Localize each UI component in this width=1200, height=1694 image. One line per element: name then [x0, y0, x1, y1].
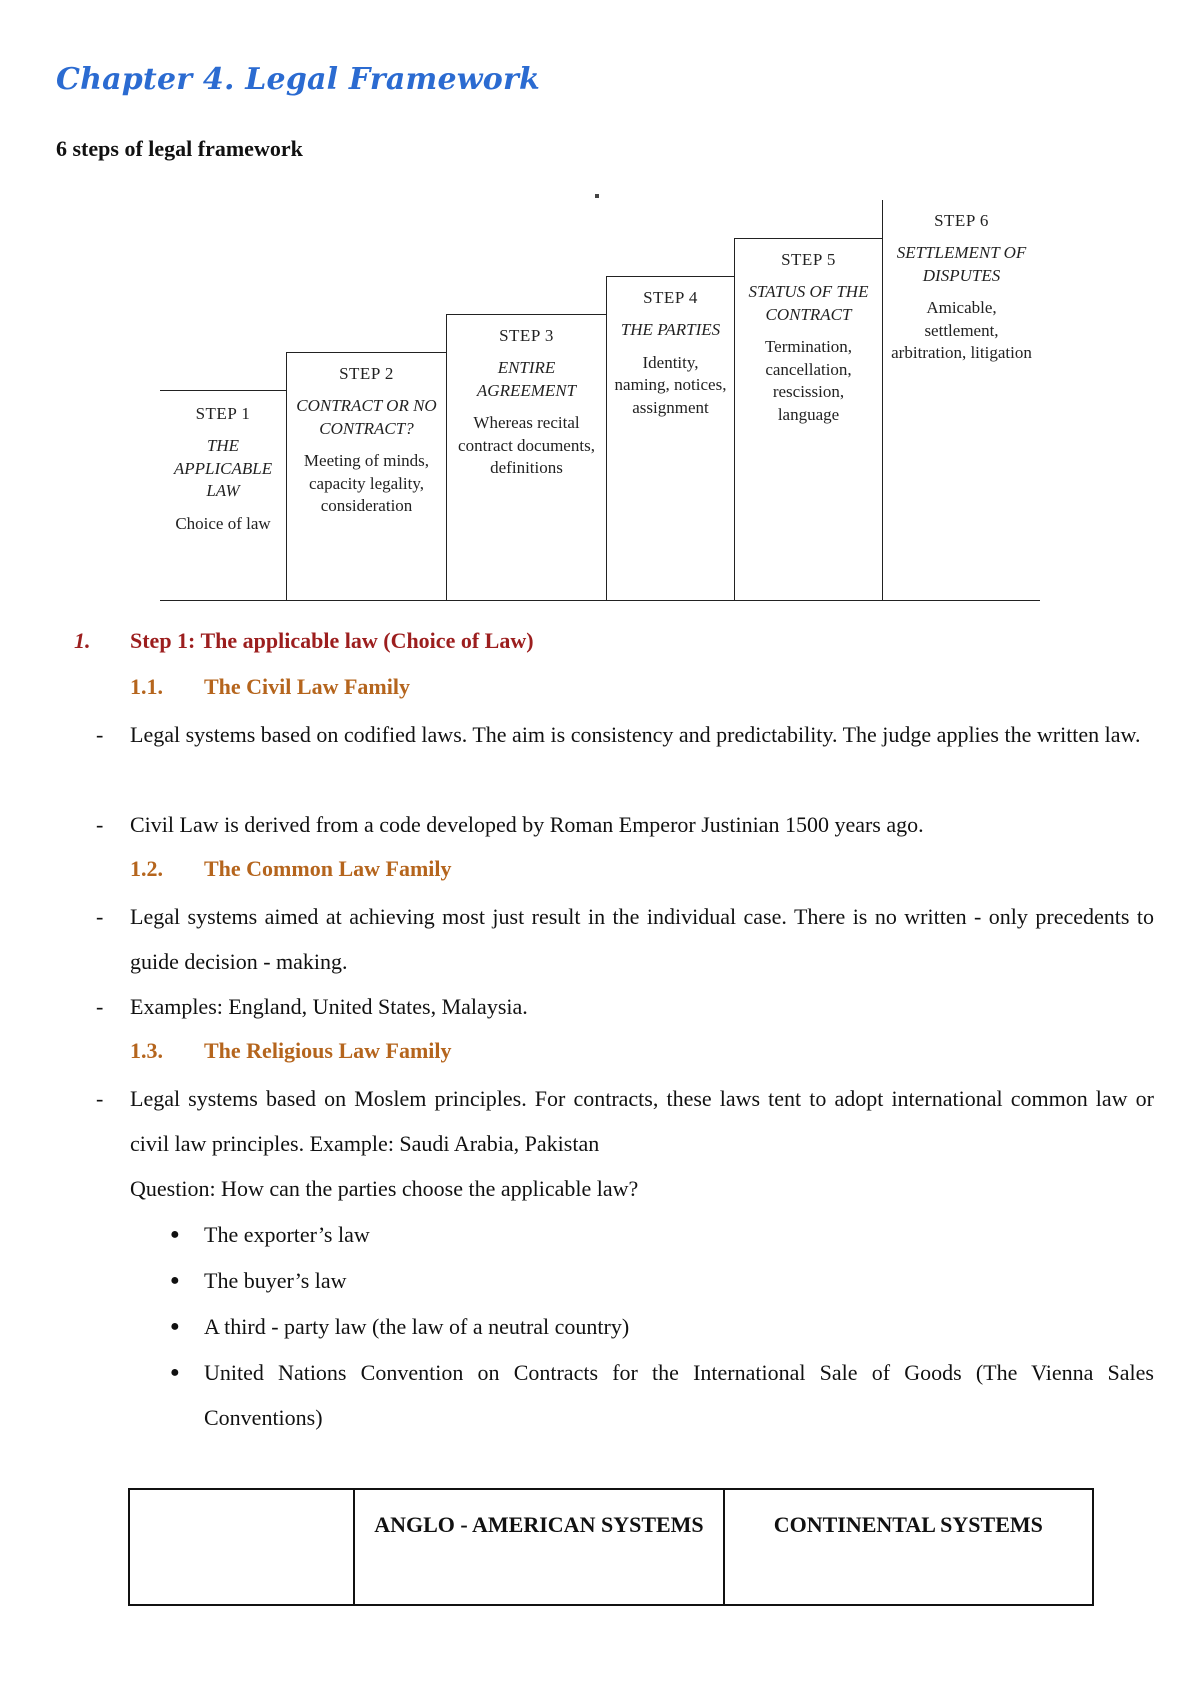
- option-exporter-law: The exporter’s law: [204, 1222, 370, 1247]
- step-6: [882, 200, 1040, 600]
- step-1-title: THE APPLICABLE LAW: [173, 436, 273, 501]
- step-2-desc: Meeting of minds, capacity legality, consideration: [303, 451, 430, 516]
- bullet-icon: ●: [170, 1318, 180, 1335]
- list-item: [170, 1350, 1154, 1440]
- subsection-1-1-number: 1.1.: [130, 674, 163, 699]
- staircase-baseline: [160, 600, 1040, 601]
- subsection-1-3-number: 1.3.: [130, 1038, 163, 1063]
- table-header-anglo-american: ANGLO - AMERICAN SYSTEMS: [354, 1489, 723, 1605]
- step-1: [160, 390, 286, 600]
- list-item: [170, 1258, 1154, 1303]
- list-item: - Legal systems based on Moslem principles. For contracts, these laws tent to adopt international common law or civil law principles. Example: Saudi Arabia, Pakistan: [96, 1086, 1154, 1156]
- step-4-label: STEP 4: [643, 288, 698, 307]
- staircase-diagram: [160, 190, 1060, 610]
- bullet-icon: ●: [170, 1364, 180, 1381]
- step-3: [446, 314, 606, 600]
- step-5-label: STEP 5: [781, 250, 836, 269]
- step-6-label: STEP 6: [934, 211, 989, 230]
- step-5: [734, 238, 882, 600]
- subsection-1-2-title: The Common Law Family: [204, 856, 452, 881]
- step-1-label: STEP 1: [195, 404, 251, 423]
- subsection-1-1-heading: [130, 674, 410, 700]
- step-2: [286, 352, 446, 600]
- step-3-title: ENTIRE AGREEMENT: [476, 358, 577, 400]
- step-3-desc: Whereas recital contract documents, definitions: [458, 413, 595, 478]
- table-header-continental: CONTINENTAL SYSTEMS: [724, 1489, 1093, 1605]
- subsection-1-2-heading: [130, 856, 452, 882]
- step-2-title: CONTRACT OR NO CONTRACT?: [296, 396, 437, 438]
- step-6-desc: Amicable, settlement, arbitration, litigation: [891, 298, 1032, 363]
- chapter-title: Chapter 4. Legal Framework: [56, 62, 540, 97]
- stray-dot: [595, 194, 599, 198]
- section-1-title: Step 1: The applicable law (Choice of Law): [130, 628, 534, 653]
- list-item: - Legal systems based on codified laws. The aim is consistency and predictability. The judge applies the written law.: [96, 722, 1141, 747]
- list-item: - Civil Law is derived from a code developed by Roman Emperor Justinian 1500 years ago.: [96, 812, 924, 837]
- table-cell-empty: [129, 1489, 354, 1605]
- section-1-number: 1.: [74, 628, 91, 653]
- subsection-1-3-heading: [130, 1038, 452, 1064]
- subsection-1-3-title: The Religious Law Family: [204, 1038, 452, 1063]
- steps-heading: 6 steps of legal framework: [56, 136, 303, 161]
- bullet-icon: ●: [170, 1226, 180, 1243]
- comparison-table: [128, 1488, 1094, 1606]
- subsection-1-1-title: The Civil Law Family: [204, 674, 410, 699]
- list-item: [170, 1304, 1154, 1349]
- step-1-desc: Choice of law: [175, 513, 271, 533]
- religious-law-point-1: Legal systems based on Moslem principles. For contracts, these laws tent to adopt international common law or civil law principles. Example: Saudi Arabia, Pakistan: [130, 1086, 1154, 1156]
- step-5-title: STATUS OF THE CONTRACT: [748, 282, 869, 324]
- step-4: [606, 276, 734, 600]
- common-law-point-2: Examples: England, United States, Malaysia.: [130, 994, 528, 1019]
- common-law-point-1: Legal systems aimed at achieving most just result in the individual case. There is no written - only precedents to guide decision - making.: [130, 904, 1154, 974]
- section-1-heading: [74, 628, 534, 654]
- bullet-icon: ●: [170, 1272, 180, 1289]
- civil-law-point-2: Civil Law is derived from a code developed by Roman Emperor Justinian 1500 years ago.: [130, 812, 924, 837]
- step-4-desc: Identity, naming, notices, assignment: [614, 352, 727, 417]
- list-item: [170, 1212, 1154, 1257]
- option-buyer-law: The buyer’s law: [204, 1268, 347, 1293]
- list-item: - Examples: England, United States, Malaysia.: [96, 994, 528, 1019]
- question-text: Question: How can the parties choose the applicable law?: [130, 1176, 639, 1201]
- step-2-label: STEP 2: [339, 364, 394, 383]
- step-5-desc: Termination, cancellation, rescission, language: [764, 337, 853, 424]
- civil-law-point-1: Legal systems based on codified laws. The aim is consistency and predictability. The judge applies the written law.: [130, 722, 1141, 747]
- step-3-label: STEP 3: [499, 326, 554, 345]
- step-6-title: SETTLEMENT OF DISPUTES: [896, 243, 1027, 285]
- step-4-title: THE PARTIES: [620, 320, 721, 340]
- option-third-party-law: A third - party law (the law of a neutral country): [204, 1314, 630, 1339]
- subsection-1-2-number: 1.2.: [130, 856, 163, 881]
- option-vienna-convention: United Nations Convention on Contracts for the International Sale of Goods (The Vienna Sales Conventions): [204, 1360, 1154, 1430]
- table-row: [129, 1489, 1093, 1605]
- list-item: - Legal systems aimed at achieving most just result in the individual case. There is no written - only precedents to guide decision - making.: [96, 904, 1154, 974]
